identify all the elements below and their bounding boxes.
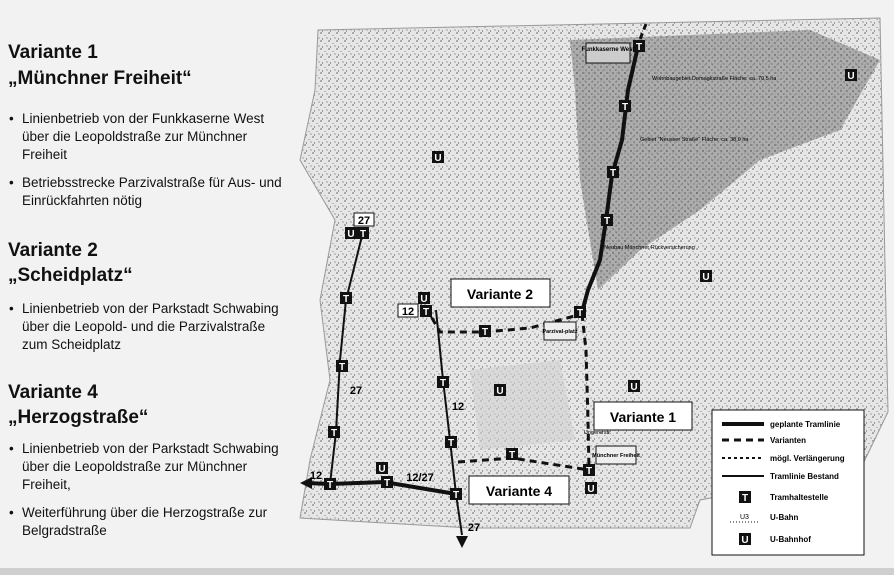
place-ungererstr: Ungererstr. bbox=[584, 430, 612, 436]
ubahn-station bbox=[494, 384, 506, 397]
tram-stop bbox=[437, 376, 449, 389]
place-funkkaserne: Funkkaserne West bbox=[581, 47, 635, 53]
line-label-27: 27 bbox=[357, 215, 371, 227]
legend bbox=[712, 410, 864, 555]
tram-stop bbox=[381, 476, 393, 489]
tram-stop bbox=[607, 166, 619, 179]
ubahn-station bbox=[700, 270, 712, 283]
variant-1-bullet-2: • Betriebsstrecke Parzivalstraße für Aus- und Einrückfahrten nötig bbox=[22, 174, 282, 210]
place-wohngebiet: Wohnbaugebiet Domagkstraße Fläche: ca. 70,5 ha bbox=[652, 76, 777, 82]
tram-stop bbox=[450, 488, 462, 501]
place-muenchner-freiheit: Münchner Freiheit bbox=[592, 453, 640, 459]
tram-map-svg bbox=[298, 12, 894, 575]
place-neubau: Neubau Münchner Rückversicherung bbox=[604, 245, 695, 251]
ubahn-station bbox=[845, 69, 857, 82]
variant-1-title: Variante 1 bbox=[8, 42, 98, 63]
tram-stop bbox=[357, 227, 369, 240]
legend-tram-stop-icon bbox=[739, 491, 751, 504]
legend-ubahn-sample: U3 bbox=[740, 514, 749, 521]
callout-variante-4: Variante 4 bbox=[485, 483, 553, 499]
ubahn-station bbox=[376, 462, 388, 475]
callout-variante-2: Variante 2 bbox=[466, 286, 534, 302]
variant-2-title: Variante 2 bbox=[8, 240, 98, 261]
tram-stop bbox=[619, 100, 631, 113]
variant-1-subtitle: „Münchner Freiheit“ bbox=[8, 68, 192, 89]
variant-4-title: Variante 4 bbox=[8, 382, 98, 403]
line-label-27: 27 bbox=[349, 385, 363, 397]
tram-stop bbox=[324, 478, 336, 491]
bottom-strip bbox=[0, 568, 894, 575]
callout-variante-1: Variante 1 bbox=[609, 409, 677, 425]
legend-stop: Tramhaltestelle bbox=[770, 493, 829, 502]
variant-4-bullet-1: • Linienbetrieb von der Parkstadt Schwabing über die Leopoldstraße zur Münchner Freiheit, bbox=[22, 440, 282, 494]
line-label-12-27: 12/27 bbox=[406, 472, 434, 484]
variant-1-bullet-1: • Linienbetrieb von der Funkkaserne West über die Leopoldstraße zur Münchner Freiheit bbox=[22, 110, 282, 164]
variant-2-bullet-1: • Linienbetrieb von der Parkstadt Schwabing über die Leopold- und die Parzivalstraße zum Scheidplatz bbox=[22, 300, 282, 354]
legend-planned: geplante Tramlinie bbox=[770, 420, 841, 429]
legend-ubahn-station-icon bbox=[739, 533, 751, 546]
tram-stop bbox=[479, 325, 491, 338]
tram-stop bbox=[583, 464, 595, 477]
ubahn-station bbox=[628, 380, 640, 393]
tram-map bbox=[298, 12, 894, 575]
legend-ubahn-station: U-Bahnhof bbox=[770, 535, 811, 544]
tram-stop bbox=[506, 448, 518, 461]
line-label-12: 12 bbox=[401, 306, 415, 318]
variant-2-subtitle: „Scheidplatz“ bbox=[8, 265, 133, 286]
place-parzivalplatz: Parzival-platz bbox=[542, 329, 578, 335]
tram-stop bbox=[336, 360, 348, 373]
place-gebiet-neusser: Gebiet "Neusser Straße" Fläche: ca. 38,0 ha bbox=[640, 137, 749, 143]
legend-ubahn: U-Bahn bbox=[770, 513, 799, 522]
tram-stop bbox=[420, 305, 432, 318]
tram-stop bbox=[574, 306, 586, 319]
ubahn-station bbox=[345, 227, 357, 240]
tram-stop bbox=[328, 426, 340, 439]
legend-existing: Tramlinie Bestand bbox=[770, 472, 839, 481]
line-label-27: 27 bbox=[467, 522, 481, 534]
variant-4-bullet-2: • Weiterführung über die Herzogstraße zur Belgradstraße bbox=[22, 504, 282, 540]
ubahn-station bbox=[432, 151, 444, 164]
variant-4-subtitle: „Herzogstraße“ bbox=[8, 407, 149, 428]
tram-stop bbox=[445, 436, 457, 449]
tram-stop bbox=[633, 40, 645, 53]
ubahn-station bbox=[418, 292, 430, 305]
text-panel bbox=[0, 0, 298, 575]
tram-stop bbox=[601, 214, 613, 227]
legend-extension: mögl. Verlängerung bbox=[770, 454, 845, 463]
park-area bbox=[470, 360, 575, 450]
legend-variants: Varianten bbox=[770, 436, 807, 445]
tram-stop bbox=[340, 292, 352, 305]
arrow-south bbox=[456, 536, 468, 548]
line-label-12: 12 bbox=[451, 401, 465, 413]
ubahn-station bbox=[585, 482, 597, 495]
line-label-12: 12 bbox=[309, 470, 323, 482]
